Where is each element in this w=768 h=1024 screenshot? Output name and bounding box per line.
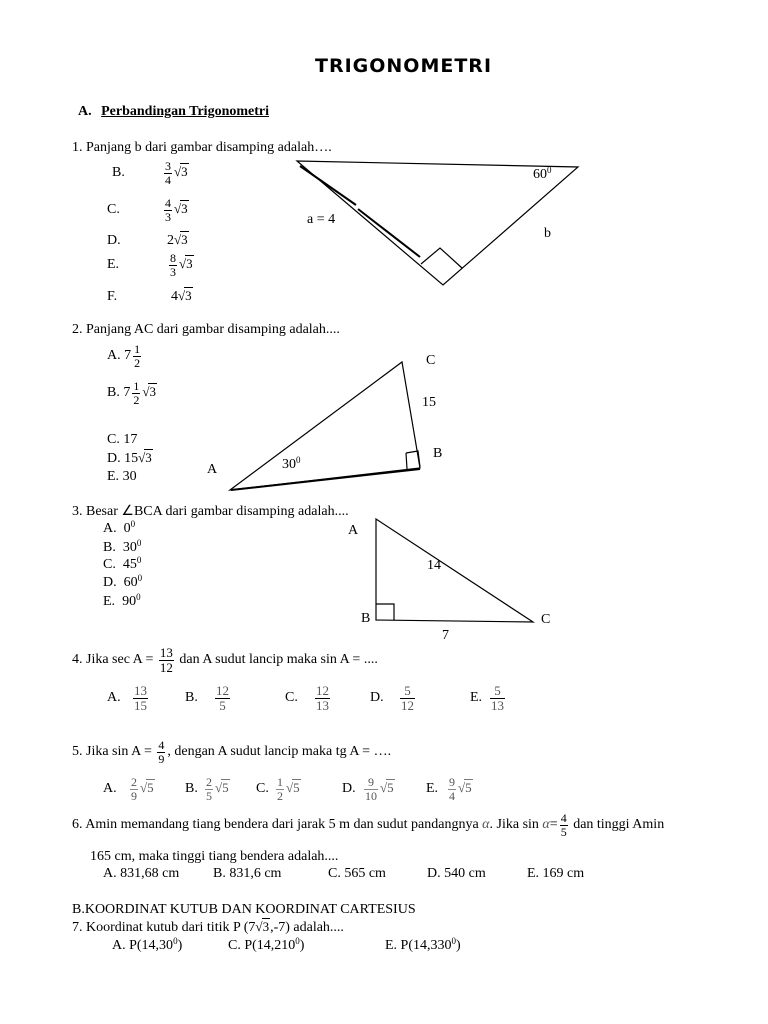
- sqrt-sign: √3: [174, 232, 188, 247]
- q2-option-letter: A.: [107, 348, 121, 364]
- q2-question: 2. Panjang AC dari gambar disamping adalah....: [72, 322, 340, 337]
- option-letter: E.: [426, 781, 439, 797]
- sqrt-sign: √3: [179, 256, 193, 272]
- q6-option-c: C. 565 cm: [328, 866, 386, 881]
- q2-vertex-c: C: [426, 353, 436, 368]
- degree-sup: 0: [295, 936, 300, 946]
- q1-question: 1. Panjang b dari gambar disamping adalah….: [72, 140, 332, 155]
- q7-pre: 7. Koordinat kutub dari titik P (7: [72, 920, 256, 935]
- frac-num: 4: [560, 811, 567, 825]
- page-title: TRIGONOMETRI: [315, 55, 493, 77]
- q5-pre: 5. Jika sin A =: [72, 744, 156, 760]
- q1-option-c: [107, 197, 189, 223]
- alpha-symbol: α: [482, 817, 490, 833]
- q2-option-e: [107, 470, 137, 484]
- frac-den: 2: [134, 355, 141, 370]
- frac-den: 2: [133, 392, 140, 407]
- frac-num: 12: [316, 683, 329, 698]
- frac-num: 13: [159, 645, 173, 660]
- sqrt-radicand: 5: [147, 780, 154, 796]
- value: 17: [123, 432, 138, 447]
- q1-side-a-label: a = 4: [307, 212, 336, 227]
- q3-option-a: [103, 519, 136, 536]
- q6-option-b: B. 831,6 cm: [213, 866, 282, 881]
- q1-right-angle-mark: [421, 248, 462, 268]
- value: 30: [122, 540, 137, 555]
- q2-option-letter: D.: [107, 451, 121, 466]
- close-paren: ): [177, 938, 183, 953]
- q4-option-a: [107, 684, 150, 712]
- q3-triangle-figure: [376, 519, 533, 622]
- q1-option-d: [107, 233, 189, 248]
- option-letter: A.: [103, 781, 117, 797]
- q3-vertex-c: C: [541, 612, 551, 627]
- q3-right-angle-mark: [376, 604, 394, 620]
- equals-sign: =: [549, 817, 558, 833]
- sqrt-sign: √5: [458, 780, 472, 796]
- frac-num: 8: [170, 251, 176, 265]
- q3-option-d: [103, 573, 143, 590]
- q5-question: [72, 739, 391, 765]
- q2-option-b: [107, 380, 157, 406]
- degree-sup: 0: [173, 936, 178, 946]
- q3-text-pre: 3. Besar: [72, 504, 122, 519]
- q3-option-letter: C.: [103, 557, 116, 572]
- q6-pre: 6. Amin memandang tiang bendera dari jarak 5 m dan sudut pandangnya: [72, 817, 483, 833]
- q2-triangle-figure: [230, 362, 420, 490]
- whole: 7: [124, 348, 132, 364]
- frac-den: 15: [134, 697, 147, 713]
- whole: 7: [123, 385, 131, 401]
- q3-base-label: 7: [442, 628, 449, 643]
- frac-den: 4: [165, 172, 171, 187]
- sqrt-radicand: 3: [262, 919, 270, 934]
- sqrt-radicand: 5: [222, 780, 229, 796]
- degree-sup: 0: [547, 165, 552, 175]
- value: 60: [123, 575, 138, 590]
- option-letter: B.: [185, 690, 198, 706]
- alpha-symbol: α: [542, 817, 550, 833]
- q3-hyp-label: 14: [427, 558, 441, 573]
- q3-vertex-a: A: [348, 523, 359, 538]
- sqrt-radicand: 5: [465, 780, 472, 796]
- option-text: E. P(14,330: [385, 938, 452, 953]
- whole: 15: [124, 451, 139, 466]
- value: 90: [122, 594, 137, 609]
- q5-option-b: [185, 776, 230, 802]
- frac-den: 5: [219, 697, 226, 713]
- degree-sup: 0: [136, 555, 142, 565]
- sqrt-sign: √5: [140, 780, 154, 796]
- degree-sup: 0: [130, 519, 136, 529]
- q1-option-letter: B.: [112, 165, 125, 181]
- section-a-label: A.: [78, 104, 92, 119]
- sqrt-radicand: 5: [293, 780, 300, 796]
- q4-option-e: [470, 684, 507, 712]
- sqrt-sign: √3: [138, 450, 152, 465]
- q2-side-ab-bold: [231, 469, 420, 490]
- q2-option-letter: C.: [107, 432, 120, 447]
- q2-option-letter: E.: [107, 469, 120, 484]
- q2-triangle: [230, 362, 420, 490]
- frac-num: 4: [165, 196, 171, 210]
- q6-option-a: A. 831,68 cm: [103, 866, 180, 881]
- sqrt-sign: √3: [178, 288, 192, 303]
- q1-side-a-bold-2: [358, 209, 420, 257]
- frac-num: 4: [158, 738, 165, 752]
- frac-num: 1: [134, 342, 141, 356]
- option-letter: C.: [256, 781, 269, 797]
- q1-option-letter: C.: [107, 202, 120, 218]
- coef: 2: [167, 233, 174, 248]
- degree-sup: 0: [296, 455, 301, 465]
- q7-option-e: [385, 936, 461, 953]
- q1-option-b: [112, 160, 189, 186]
- q3-vertex-b: B: [361, 611, 371, 626]
- sqrt-sign: √5: [215, 780, 229, 796]
- sqrt-sign: √3: [142, 384, 156, 400]
- q6-question-line1: [72, 812, 664, 838]
- q2-option-d: [107, 451, 153, 466]
- angle-value: 30: [282, 457, 296, 472]
- degree-sup: 0: [136, 538, 142, 548]
- degree-sup: 0: [451, 936, 456, 946]
- sqrt-radicand: 3: [186, 256, 193, 272]
- option-text: A. P(14,30: [112, 938, 174, 953]
- option-letter: D.: [370, 690, 384, 706]
- frac-den: 9: [131, 788, 137, 803]
- q5-option-c: [256, 776, 301, 802]
- q1-option-letter: E.: [107, 257, 120, 273]
- option-letter: B.: [185, 781, 198, 797]
- sqrt-sign: √3: [174, 164, 188, 180]
- q2-right-angle-mark-2: [406, 453, 407, 469]
- frac-num: 3: [165, 159, 171, 173]
- frac-den: 9: [158, 751, 165, 766]
- frac-num: 12: [216, 683, 229, 698]
- frac-num: 9: [449, 775, 455, 789]
- option-text: C. P(14,210: [228, 938, 296, 953]
- angle-value: 60: [533, 167, 547, 182]
- q2-angle-label: [282, 455, 301, 472]
- section-a-title: Perbandingan Trigonometri: [101, 104, 270, 119]
- q1-side-a-bold: [300, 166, 356, 205]
- q4-post: dan A sudut lancip maka sin A = ....: [175, 652, 378, 668]
- frac-num: 13: [134, 683, 147, 698]
- sqrt-radicand: 3: [149, 384, 156, 400]
- frac-num: 1: [133, 379, 140, 393]
- q4-pre: 4. Jika sec A =: [72, 652, 157, 668]
- frac-den: 5: [560, 824, 567, 839]
- option-letter: E.: [470, 690, 483, 706]
- q1-side-b-label: b: [544, 226, 551, 241]
- sqrt-radicand: 3: [181, 232, 188, 247]
- q7-post: ,-7) adalah....: [270, 920, 344, 935]
- option-letter: C.: [285, 690, 298, 706]
- close-paren: ): [456, 938, 461, 953]
- q3-option-c: [103, 555, 142, 572]
- q2-vertex-a: A: [207, 462, 218, 477]
- q6-mid: . Jika sin: [489, 817, 543, 833]
- q5-option-a: [103, 776, 155, 802]
- frac-num: 5: [400, 684, 415, 699]
- coef: 4: [171, 289, 178, 304]
- section-a-heading: [78, 105, 269, 119]
- angle-symbol: ∠: [121, 504, 134, 519]
- q7-option-c: [228, 936, 305, 953]
- q3-option-letter: E.: [103, 594, 116, 609]
- q3-option-letter: D.: [103, 575, 117, 590]
- q2-option-c: [107, 433, 137, 447]
- frac-num: 9: [364, 776, 378, 790]
- sqrt-sign: √3: [255, 919, 270, 934]
- frac-den: 13: [491, 697, 504, 713]
- frac-num: 5: [490, 684, 505, 699]
- q1-option-f: [107, 289, 193, 304]
- value: 0: [123, 521, 131, 536]
- q2-option-letter: B.: [107, 385, 120, 401]
- frac-den: 13: [316, 697, 329, 713]
- frac-den: 12: [159, 659, 173, 675]
- sqrt-radicand: 3: [181, 164, 188, 180]
- q5-option-d: [342, 776, 395, 802]
- q1-option-letter: D.: [107, 233, 121, 248]
- sqrt-radicand: 3: [181, 201, 188, 217]
- q7-question: [72, 920, 344, 935]
- option-letter: D.: [342, 781, 356, 797]
- frac-num: 1: [277, 775, 283, 789]
- option-letter: A.: [107, 690, 121, 706]
- frac-den: 12: [401, 697, 414, 713]
- q6-option-e: E. 169 cm: [527, 866, 585, 881]
- q6-post: dan tinggi Amin: [569, 817, 665, 833]
- value: 30: [122, 469, 137, 484]
- q4-option-c: [285, 684, 332, 712]
- sqrt-radicand: 3: [185, 288, 192, 303]
- frac-den: 10: [365, 788, 377, 803]
- sqrt-radicand: 5: [387, 780, 394, 796]
- q4-question: [72, 646, 378, 674]
- q5-post: , dengan A sudut lancip maka tg A = ….: [167, 744, 392, 760]
- frac-num: 2: [206, 775, 212, 789]
- q3-option-letter: A.: [103, 521, 117, 536]
- q3-option-e: [103, 592, 141, 609]
- q4-option-b: [185, 684, 232, 712]
- section-b-heading: B.KOORDINAT KUTUB DAN KOORDINAT CARTESIUS: [72, 902, 416, 917]
- q2-side-label: 15: [422, 395, 436, 410]
- frac-den: 3: [170, 264, 176, 279]
- q1-angle-label: [533, 165, 552, 182]
- q6-question-line2: 165 cm, maka tinggi tiang bendera adalah....: [90, 849, 339, 864]
- q3-text-post: BCA dari gambar disamping adalah....: [133, 504, 349, 519]
- sqrt-sign: √5: [380, 780, 394, 796]
- frac-den: 4: [449, 788, 455, 803]
- q4-option-d: [370, 684, 417, 712]
- close-paren: ): [299, 938, 305, 953]
- q6-option-d: D. 540 cm: [427, 866, 486, 881]
- q2-vertex-b: B: [433, 446, 443, 461]
- q1-option-letter: F.: [107, 289, 118, 304]
- q3-option-b: [103, 538, 142, 555]
- sqrt-sign: √3: [174, 201, 188, 217]
- sqrt-radicand: 3: [145, 450, 152, 465]
- q5-option-e: [426, 776, 473, 802]
- frac-den: 3: [165, 209, 171, 224]
- q3-question: [72, 505, 349, 519]
- q1-option-e: [107, 252, 194, 278]
- frac-den: 5: [206, 788, 212, 803]
- degree-sup: 0: [137, 573, 143, 583]
- sqrt-sign: √5: [286, 780, 300, 796]
- q2-option-a: [107, 343, 143, 369]
- q3-option-letter: B.: [103, 540, 116, 555]
- q7-option-a: [112, 936, 183, 953]
- q3-triangle: [376, 519, 533, 622]
- degree-sup: 0: [136, 592, 141, 602]
- frac-num: 2: [131, 775, 137, 789]
- frac-den: 2: [277, 788, 283, 803]
- value: 45: [122, 557, 137, 572]
